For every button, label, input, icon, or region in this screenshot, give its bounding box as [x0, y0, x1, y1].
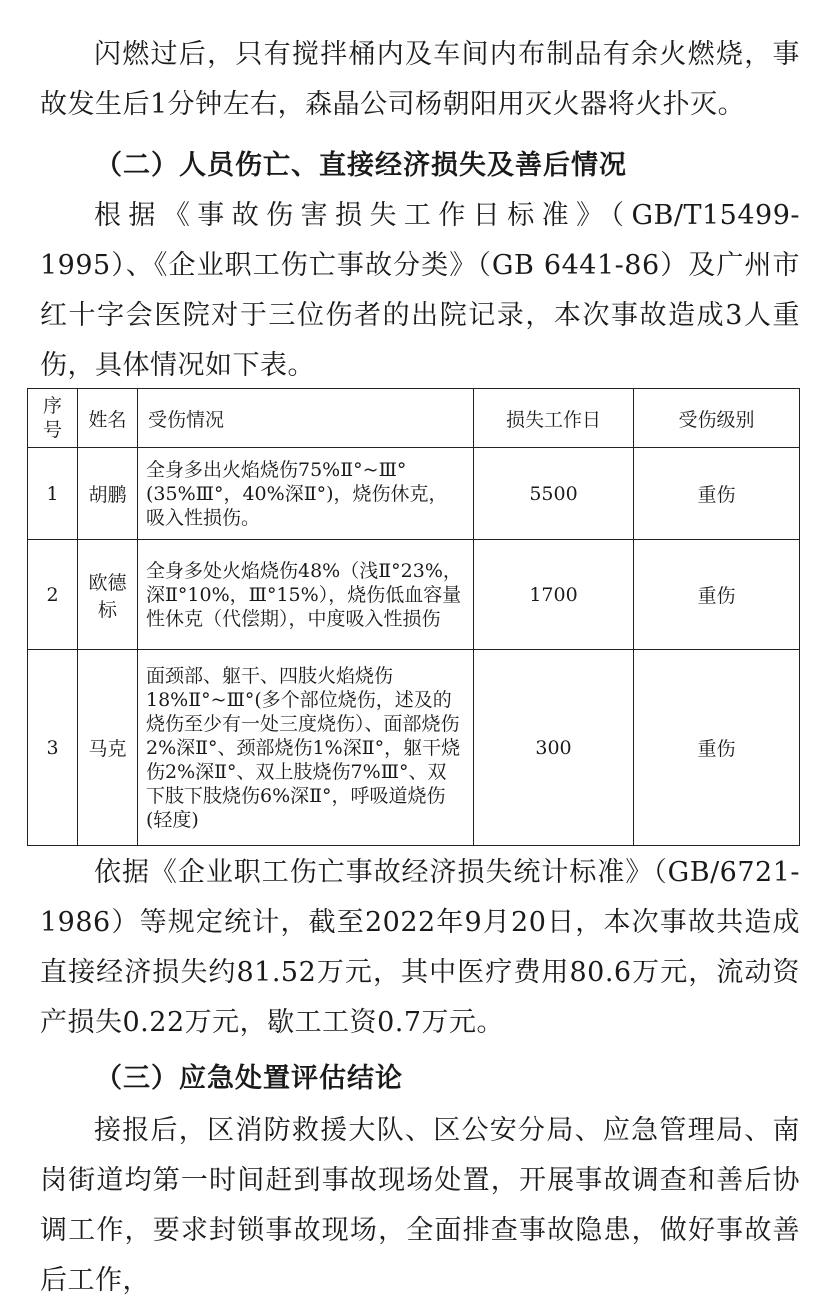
header-seq: 序号: [28, 389, 78, 448]
paragraph-emergency-response: 接报后，区消防救援大队、区公安分局、应急管理局、南岗街道均第一时间赶到事故现场处置，开展事故调查和善后协调工作，要求封锁事故现场，全面排查事故隐患，做好事故善后工作，: [40, 1115, 800, 1296]
cell-injury: 全身多出火焰烧伤75%Ⅱ°~Ⅲ°(35%Ⅲ°，40%深Ⅱ°)，烧伤休克，吸入性损伤。: [138, 448, 474, 540]
table-row: [28, 448, 800, 540]
section-heading-casualties: （二）人员伤亡、直接经济损失及善后情况: [95, 150, 627, 181]
cell-level: 重伤: [634, 540, 800, 650]
cell-seq: 1: [28, 448, 78, 540]
cell-name: 欧德标: [78, 540, 138, 650]
header-name: 姓名: [78, 389, 138, 448]
table-row: [28, 540, 800, 650]
section-heading-emergency-response: （三）应急处置评估结论: [95, 1063, 403, 1094]
header-level: 受伤级别: [634, 389, 800, 448]
paragraph-injury-standards: 根据《事故伤害损失工作日标准》（GB/T15499-1995）、《企业职工伤亡事故分类》（GB 6441-86）及广州市红十字会医院对于三位伤者的出院记录，本次事故造成3人重伤，具体情况如下表。: [40, 200, 800, 381]
cell-seq: 2: [28, 540, 78, 650]
cell-injury: 面颈部、躯干、四肢火焰烧伤18%Ⅱ°~Ⅲ°(多个部位烧伤，述及的烧伤至少有一处三度烧伤）、面部烧伤2%深Ⅱ°、颈部烧伤1%深Ⅱ°，躯干烧伤2%深Ⅱ°、双上肢烧伤7%Ⅲ°、双下肢下肢烧伤6%深Ⅱ°，呼吸道烧伤(轻度): [138, 650, 474, 846]
header-injury: 受伤情况: [138, 389, 474, 448]
cell-lost-days: 5500: [474, 448, 634, 540]
cell-lost-days: 300: [474, 650, 634, 846]
cell-level: 重伤: [634, 448, 800, 540]
table-row: [28, 650, 800, 846]
injury-table: [27, 388, 800, 846]
injury-table-header-row: [28, 389, 800, 448]
cell-name: 胡鹏: [78, 448, 138, 540]
cell-level: 重伤: [634, 650, 800, 846]
paragraph-fire-extinguished: 闪燃过后，只有搅拌桶内及车间内布制品有余火燃烧，事故发生后1分钟左右，森晶公司杨朝阳用灭火器将火扑灭。: [40, 39, 800, 120]
cell-lost-days: 1700: [474, 540, 634, 650]
header-lost-days: 损失工作日: [474, 389, 634, 448]
cell-injury: 全身多处火焰烧伤48%（浅Ⅱ°23%，深Ⅱ°10%，Ⅲ°15%），烧伤低血容量性休克（代偿期），中度吸入性损伤: [138, 540, 474, 650]
cell-seq: 3: [28, 650, 78, 846]
cell-name: 马克: [78, 650, 138, 846]
paragraph-economic-loss: 依据《企业职工伤亡事故经济损失统计标准》（GB/6721-1986）等规定统计，截至2022年9月20日，本次事故共造成直接经济损失约81.52万元，其中医疗费用80.6万元，流动资产损失0.22万元，歇工工资0.7万元。: [40, 857, 800, 1038]
